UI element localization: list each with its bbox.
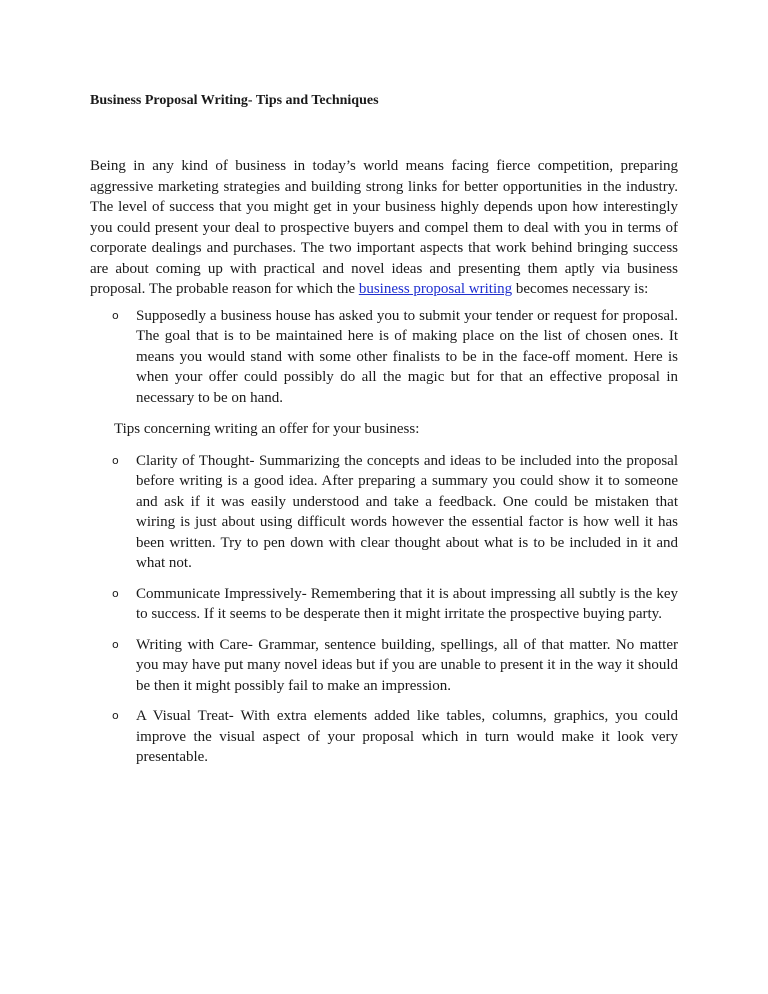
list-item: [90, 451, 678, 574]
bullet-circle-icon: o: [112, 453, 119, 467]
list-item: [90, 706, 678, 768]
document-title: Business Proposal Writing- Tips and Techniques: [90, 93, 379, 108]
bullet-circle-icon: o: [112, 637, 119, 651]
list-item-text: Writing with Care- Grammar, sentence building, spellings, all of that matter. No matter you may have put many novel ideas but if you are unable to present it in the way it should be then it might possibly fail to make an impression.: [136, 636, 678, 694]
bullet-circle-icon: o: [112, 308, 119, 322]
list-item-text: Communicate Impressively- Remembering that it is about impressing all subtly is the key to success. If it seems to be desperate then it might irritate the prospective buying party.: [136, 585, 678, 622]
tips-list: [90, 451, 678, 768]
intro-text-end: becomes necessary is:: [512, 281, 649, 297]
list-item-text: Supposedly a business house has asked you to submit your tender or request for proposal. The goal that is to be maintained here is of making place on the list of chosen ones. It means you would stand with some other finalists to be in the face-off moment. Here is when your offer could possibly do all the magic but for that an effective proposal in necessary to be on hand.: [136, 307, 678, 406]
list-item: [90, 584, 678, 625]
document-page: [90, 92, 678, 778]
list-item: [90, 306, 678, 409]
bullet-circle-icon: o: [112, 709, 119, 722]
list-item-text: A Visual Treat- With extra elements added like tables, columns, graphics, you could improve the visual aspect of your proposal which in turn would make it look very presentable.: [136, 708, 678, 765]
list-item-text: Clarity of Thought- Summarizing the concepts and ideas to be included into the proposal before writing is a good idea. After preparing a summary you could show it to someone and ask if it was easily understood and take a feedback. One could be mistaken that wiring is just about using difficult words however the essential factor is how well it has been written. Try to pen down with clear thought about what is to be included in it and what not.: [136, 452, 678, 571]
intro-text-start: Being in any kind of business in today’s world means facing fierce competition, preparing aggressive marketing strategies and building strong links for better opportunities in the industry. The level of success that you might get in your business highly depends upon how interestingly you could present your deal to prospective buyers and compel them to deal with you in terms of corporate dealings and purchases. The two important aspects that work behind bringing success are about coming up with practical and novel ideas and presenting them aptly via business proposal. The probable reason for which the: [90, 158, 678, 297]
bullet-circle-icon: o: [112, 586, 119, 600]
list-item: [90, 635, 678, 697]
intro-paragraph: [90, 156, 678, 300]
situation-list: [90, 306, 678, 409]
business-proposal-writing-link[interactable]: business proposal writing: [358, 281, 513, 297]
tips-heading: Tips concerning writing an offer for your business:: [114, 421, 420, 437]
